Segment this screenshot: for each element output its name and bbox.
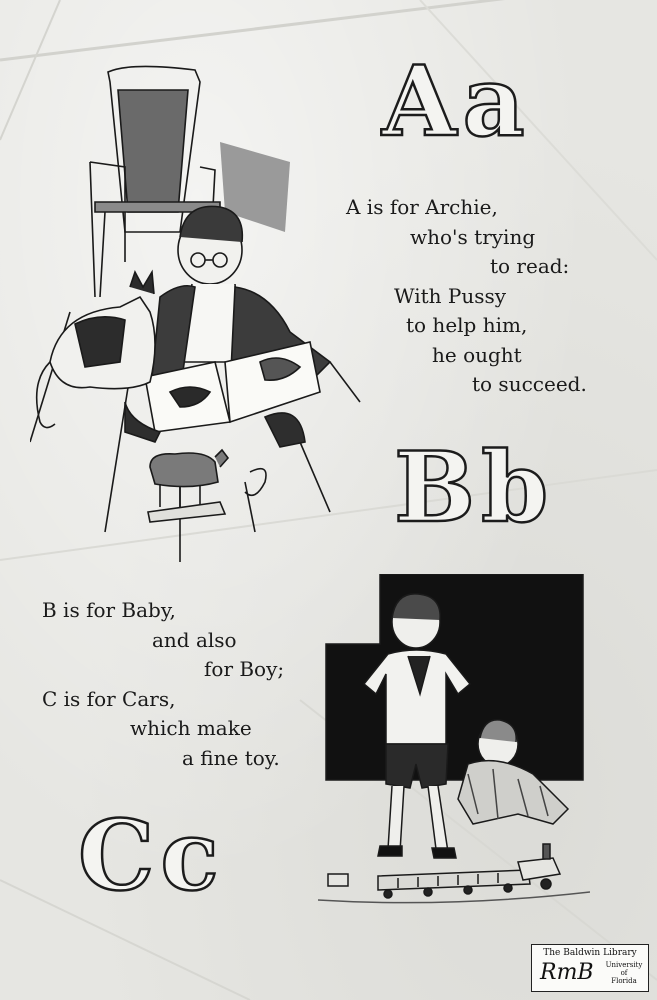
verse-a: [346, 193, 596, 400]
verse-line: who's trying: [410, 224, 536, 249]
boy-baby-train-illustration: [318, 574, 590, 914]
verse-line: C is for Cars,: [42, 686, 176, 711]
verse-line: a fine toy.: [182, 745, 280, 770]
verse-line: to help him,: [406, 313, 528, 337]
verse-line: for Boy;: [204, 657, 285, 681]
verse-line: With Pussy: [394, 283, 507, 308]
verse-line: B is for Baby,: [42, 598, 176, 622]
verse-line: which make: [130, 716, 252, 740]
archie-reading-illustration: [30, 62, 365, 562]
letter-b-heading: Bb: [394, 431, 555, 544]
verse-bc: [42, 596, 312, 773]
stamp-monogram: RmB: [540, 960, 594, 985]
verse-line: he ought: [432, 342, 522, 367]
letter-c-heading: Cc: [78, 799, 225, 912]
stamp-university-line: University: [605, 961, 643, 969]
verse-line: A is for Archie,: [346, 195, 498, 219]
letter-a-heading: Aa: [382, 45, 531, 158]
stamp-library-name: The Baldwin Library: [543, 948, 637, 958]
stamp-university-line: of: [620, 969, 628, 977]
stamp-university: [604, 961, 644, 985]
library-stamp: [531, 944, 649, 992]
verse-line: to succeed.: [472, 372, 587, 396]
stamp-university-line: Florida: [611, 977, 637, 985]
verse-line: and also: [152, 627, 237, 652]
verse-line: to read:: [490, 254, 570, 278]
